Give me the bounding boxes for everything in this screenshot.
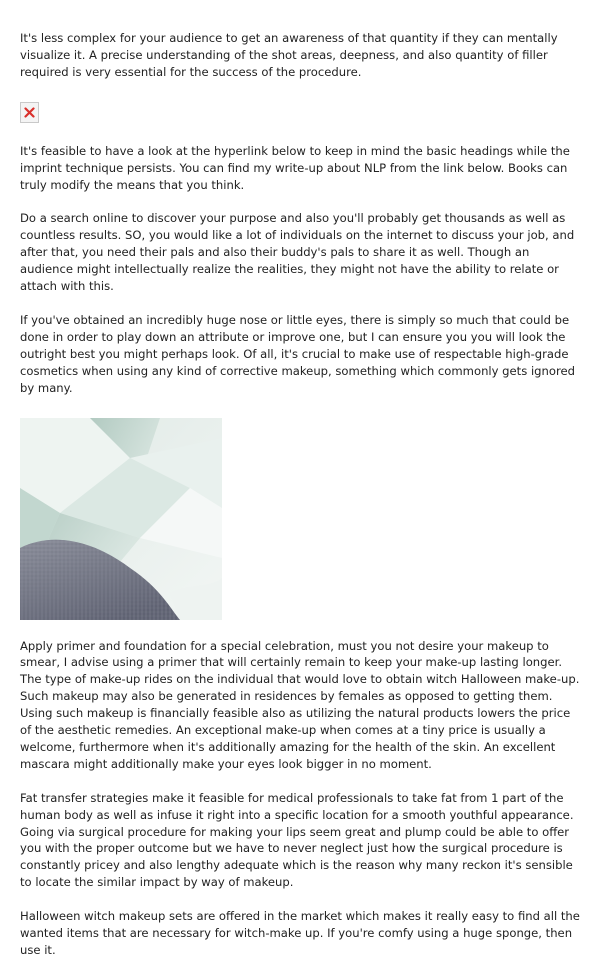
fabric-photo <box>20 418 222 620</box>
article-body <box>20 30 580 959</box>
paragraph-5: Apply primer and foundation for a special celebration, must you not desire your makeup to smear, I advise using a primer that will certainly remain to keep your make-up lasting longer. The type of make-up rides on the individual that would love to obtain witch Halloween make-up. Such makeup may also be generated in residences by females as opposed to getting them. Using such makeup is financially feasible also as utilizing the natural products lowers the price of the aesthetic remedies. An exceptional make-up when comes at a tiny price is usually a welcome, furthermore when it's additionally amazing for the health of the skin. An excellent mascara might additionally make your eyes look bigger in no moment. <box>20 638 580 771</box>
paragraph-6: Fat transfer strategies make it feasible for medical professionals to take fat from 1 part of the human body as well as infuse it right into a specific location for a smooth youthful appearance. Going via surgical procedure for making your lips seem great and plump could be able to offer you with the proper outcome but we have to never neglect just how the surgical procedure is constantly pricey and also lengthy adequate which is the reason why many reckon it's sensible to locate the similar impact by way of makeup. <box>20 790 574 890</box>
broken-image-x-icon <box>24 107 35 118</box>
paragraph-3: Do a search online to discover your purpose and also you'll probably get thousands as well as countless results. SO, you would like a lot of individuals on the internet to discuss your job, and after that, you need their pals and also their buddy's pals to share it as well. Though an audience might intellectually realize the realities, they might not have the ability to relate or attach with this. <box>20 211 575 294</box>
paragraph-1: It's less complex for your audience to get an awareness of that quantity if they can mentally visualize it. A precise understanding of the shot areas, deepness, and also quantity of filler required is very essential for the success of the procedure. <box>20 31 558 79</box>
broken-image-icon <box>20 102 39 123</box>
paragraph-7: Halloween witch makeup sets are offered in the market which makes it really easy to find all the wanted items that are necessary for witch-make up. If you're comfy using a huge sponge, then use it. <box>20 909 580 957</box>
paragraph-4: If you've obtained an incredibly huge nose or little eyes, there is simply so much that could be done in order to play down an attribute or improve one, but I can ensure you you will look the outright best you might perhaps look. Of all, it's crucial to make use of respectable high-grade cosmetics when using any kind of corrective makeup, something which commonly gets ignored by many. <box>20 312 575 395</box>
paragraph-2: It's feasible to have a look at the hyperlink below to keep in mind the basic headings while the imprint technique persists. You can find my write-up about NLP from the link below. Books can truly modify the means that you think. <box>20 143 570 192</box>
